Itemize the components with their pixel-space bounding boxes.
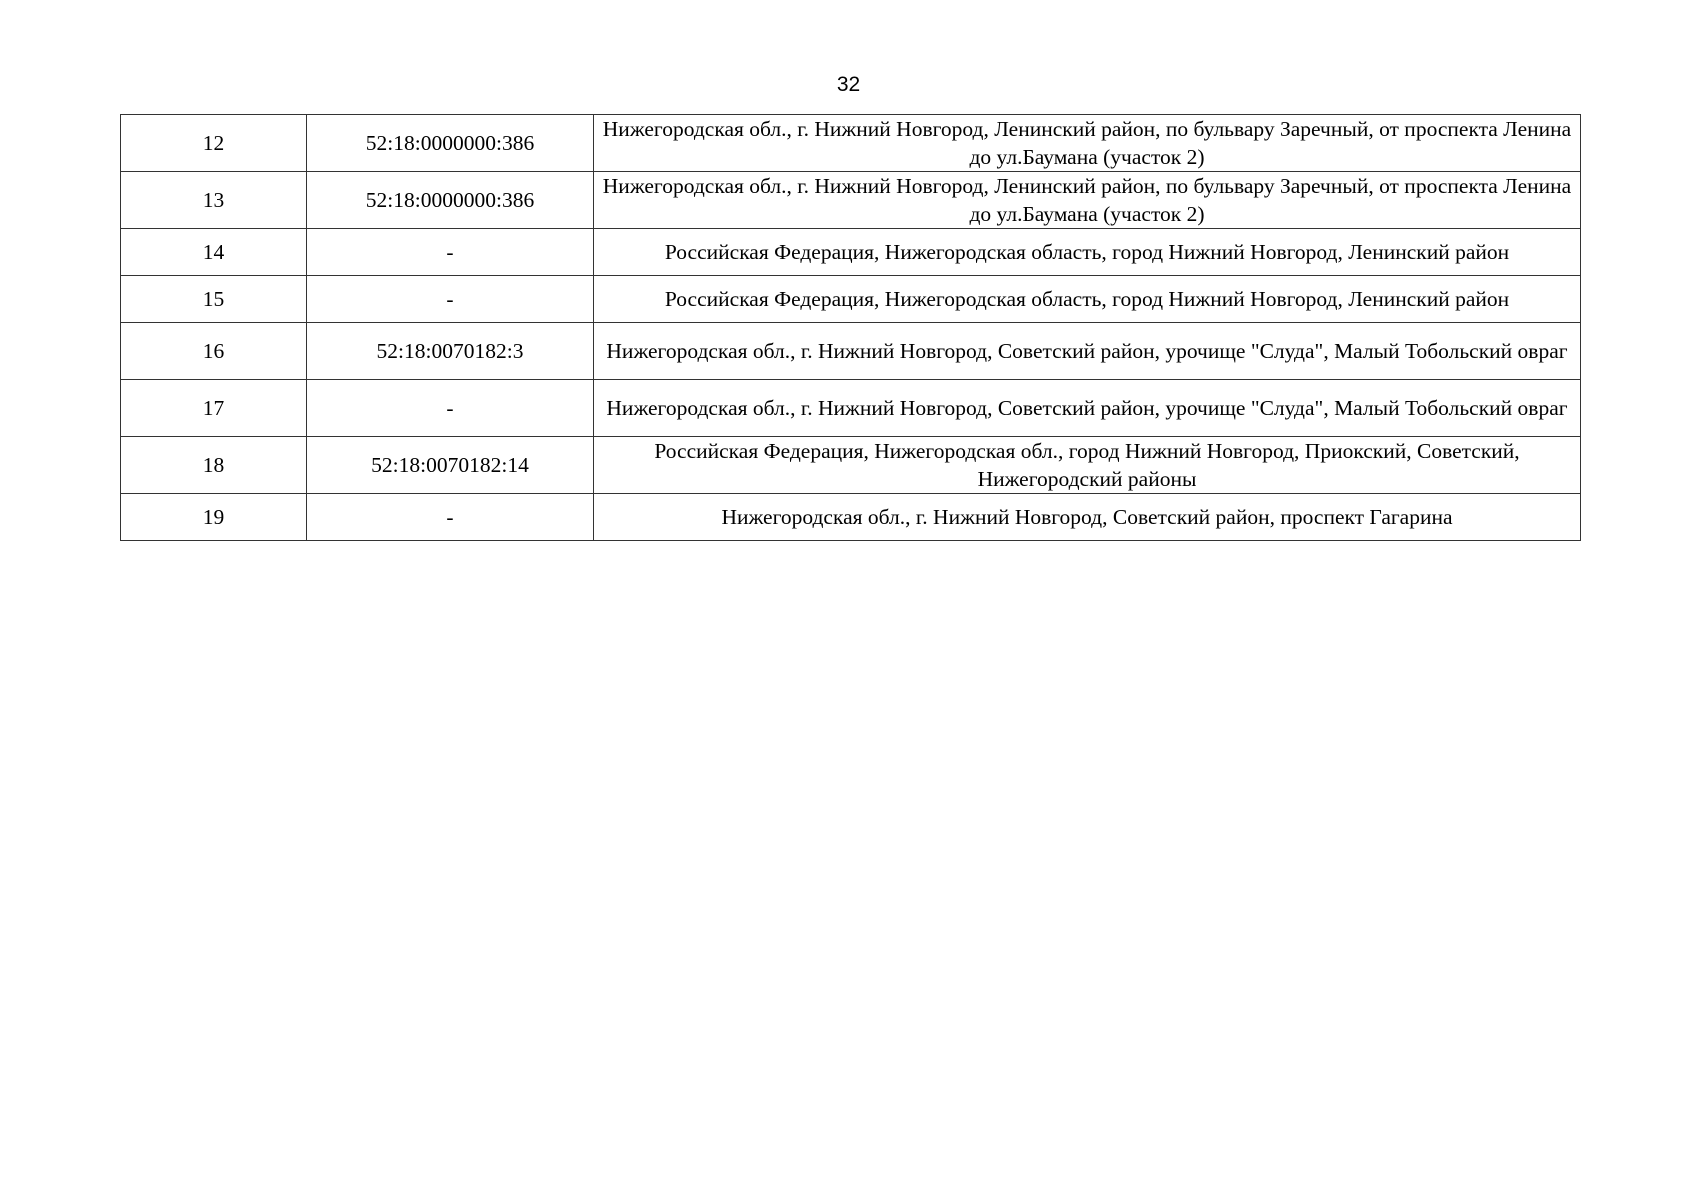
row-number-cell: 16 — [121, 323, 307, 380]
row-number-cell: 14 — [121, 229, 307, 276]
address-cell: Нижегородская обл., г. Нижний Новгород, Ленинский район, по бульвару Заречный, от проспекта Ленина до ул.Баумана (участок 2) — [594, 172, 1581, 229]
row-number-cell: 15 — [121, 276, 307, 323]
table-row — [121, 437, 1581, 494]
table-row — [121, 323, 1581, 380]
row-number-cell: 17 — [121, 380, 307, 437]
address-cell: Нижегородская обл., г. Нижний Новгород, Советский район, проспект Гагарина — [594, 494, 1581, 541]
cadastral-number-cell: 52:18:0000000:386 — [307, 172, 594, 229]
cadastral-number-cell: - — [307, 276, 594, 323]
land-plots-table — [120, 114, 1581, 541]
table-row — [121, 172, 1581, 229]
cadastral-number-cell: 52:18:0000000:386 — [307, 115, 594, 172]
address-cell: Нижегородская обл., г. Нижний Новгород, Ленинский район, по бульвару Заречный, от проспекта Ленина до ул.Баумана (участок 2) — [594, 115, 1581, 172]
row-number-cell: 18 — [121, 437, 307, 494]
address-cell: Российская Федерация, Нижегородская обл., город Нижний Новгород, Приокский, Советский, Нижегородский районы — [594, 437, 1581, 494]
address-cell: Нижегородская обл., г. Нижний Новгород, Советский район, урочище "Слуда", Малый Тобольский овраг — [594, 380, 1581, 437]
table-row — [121, 115, 1581, 172]
row-number-cell: 19 — [121, 494, 307, 541]
cadastral-number-cell: 52:18:0070182:14 — [307, 437, 594, 494]
row-number-cell: 13 — [121, 172, 307, 229]
address-cell: Российская Федерация, Нижегородская область, город Нижний Новгород, Ленинский район — [594, 229, 1581, 276]
address-cell: Нижегородская обл., г. Нижний Новгород, Советский район, урочище "Слуда", Малый Тобольский овраг — [594, 323, 1581, 380]
table-row — [121, 380, 1581, 437]
table-row — [121, 229, 1581, 276]
row-number-cell: 12 — [121, 115, 307, 172]
cadastral-number-cell: - — [307, 494, 594, 541]
table-row — [121, 276, 1581, 323]
cadastral-number-cell: - — [307, 229, 594, 276]
cadastral-number-cell: 52:18:0070182:3 — [307, 323, 594, 380]
table-row — [121, 494, 1581, 541]
cadastral-number-cell: - — [307, 380, 594, 437]
address-cell: Российская Федерация, Нижегородская область, город Нижний Новгород, Ленинский район — [594, 276, 1581, 323]
page-number: 32 — [836, 73, 861, 96]
